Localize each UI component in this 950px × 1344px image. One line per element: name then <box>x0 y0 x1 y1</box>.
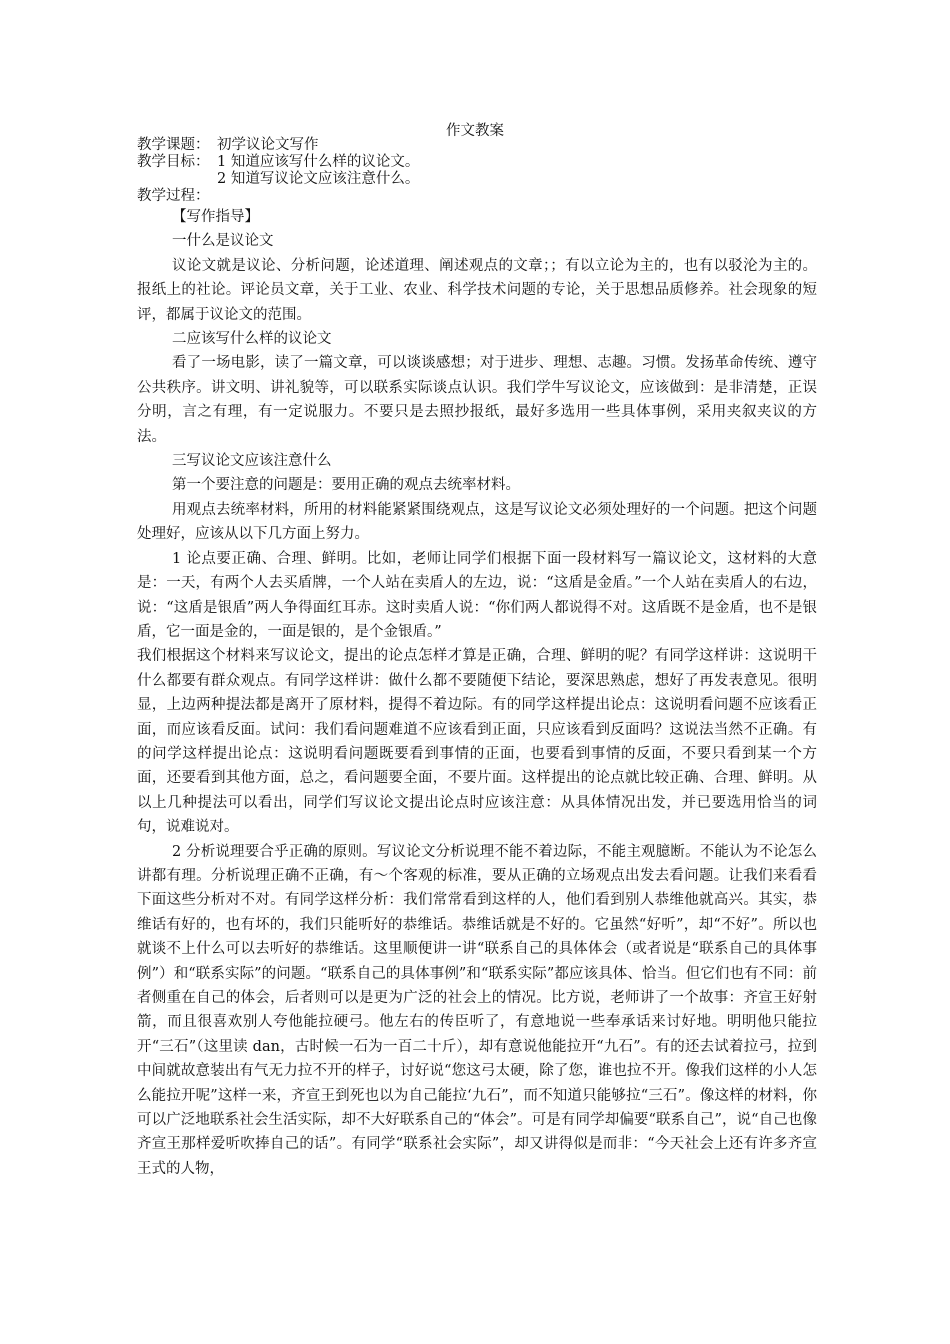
heading-what-is-argumentative: 一什么是议论文 <box>172 233 274 250</box>
goal-2: 2 知道写议论文应该注意什么。 <box>217 171 420 187</box>
paragraph-first-issue: 第一个要注意的问题是：要用正确的观点去统率材料。 <box>172 477 520 494</box>
document-title: 作文教案 <box>446 123 504 139</box>
course-value: 初学议论文写作 <box>217 137 319 153</box>
heading-attention: 三写议论文应该注意什么 <box>172 453 332 470</box>
paragraph-definition: 议论文就是议论、分析问题，论述道理、阐述观点的文章；；有以立论为主的，也有以驳沦为主的。报纸上的社论。评论员文章，关于工业、农业、科学技术问题的专论，关于思想品质修养。社会现象的短评，都属于议论文的范围。 <box>137 257 817 323</box>
course-label: 教学课题： <box>137 137 210 153</box>
paragraph-point-1: 1 论点要正确、合理、鲜明。比如，老师让同学们根据下面一段材料写一篇议论文，这材料的大意是：一天，有两个人去买盾牌，一个人站在卖盾人的左边，说：“这盾是金盾。”一个人站在卖盾人的右边，说：“这盾是银盾”两人争得面红耳赤。这时卖盾人说：“你们两人都说得不对。这盾既不是金盾，也不是银盾，它一面是金的，一面是银的，是个金银盾。” <box>137 550 817 640</box>
section-writing-guide: 【写作指导】 <box>172 209 259 225</box>
course-line <box>137 137 319 154</box>
paragraph-analysis: 我们根据这个材料来写议论文，提出的论点怎样才算是正确，合理、鲜明的呢？有同学这样讲：这说明干什么都要有群众观点。有同学这样讲：做什么都不要随便下结论，要深思熟虑，想好了再发表意见。很明显，上边两种提法都是离开了原材料，提得不着边际。有的同学这样提出论点：这说明看问题不应该看正面，而应该看反面。试问：我们看问题难道不应该看到正面，只应该看到反面吗？这说法当然不正确。有的问学这样提出论点：这说明看问题既要看到事情的正面，也要看到事情的反面，不要只看到某一个方面，还要看到其他方面，总之，看问题要全面，不要片面。这样提出的论点就比较正确、合理、鲜明。从以上几种提法可以看出，同学们写议论文提出论点时应该注意：从具体情况出发，并已要选用恰当的词句，说难说对。 <box>137 648 817 836</box>
goal-line <box>137 154 419 171</box>
goal-label: 教学目标： <box>137 154 210 170</box>
paragraph-point-2: 2 分析说理要合乎正确的原则。写议论文分析说理不能不着边际，不能主观臆断。不能认为不论怎么讲都有理。分析说理正确不正确，有～个客观的标准，要从正确的立场观点出发去看问题。让我们来看看下面这些分析对不对。有同学这样分析：我们常常看到这样的人，他们看到别人恭维他就高兴。其实，恭维话有好的，也有坏的，我们只能听好的恭维话。恭维话就是不好的。它虽然“好听”，却“不好”。所以也就谈不上什么可以去听好的恭维话。这里顺便讲一讲“联系自己的具体体会（或者说是“联系自己的具体事例”）和“联系实际”的问题。“联系自己的具体事例”和“联系实际”都应该具体、恰当。但它们也有不同：前者侧重在自己的体会，后者则可以是更为广泛的社会上的情况。比方说，老师讲了一个故事：齐宣王好射箭，而且很喜欢别人夸他能拉硬弓。他左右的传臣听了，有意地说一些奉承话来讨好地。明明他只能拉开“三石”（这里读 dan，古时候一石为一百二十斤），却有意说他能拉开“九石”。有的还去试着拉弓，拉到中间就故意装出有气无力拉不开的样子，讨好说“您这弓太硬，除了您，谁也拉不开。像我们这样的小人怎么能拉开呢”这样一来，齐宣王到死也以为自己能拉‘九石”，而不知道只能够拉“三石”。像这样的材料，你可以广泛地联系社会生活实际，却不大好联系自己的“体会”。可是有同学却偏要“联系自己”，说“自己也像齐宣王那样爱听吹捧自己的话”。有同学“联系社会实际”，却又讲得似是而非：“今天社会上还有许多齐宣王式的人物， <box>137 843 817 1177</box>
paragraph-what-to-write: 看了一场电影，读了一篇文章，可以谈谈感想；对于进步、理想、志趣。习惯。发扬革命传统、遵守公共秩序。讲文明、讲礼貌等，可以联系实际谈点认识。我们学牛写议论文，应该做到：是非清楚，正误分明，言之有理，有一定说服力。不要只是去照抄报纸，最好多选用一些具体事例，采用夹叙夹议的方法。 <box>137 355 817 445</box>
goal-1: 1 知道应该写什么样的议论文。 <box>217 154 420 170</box>
paragraph-viewpoint: 用观点去统率材料，所用的材料能紧紧围绕观点，这是写议论文必须处理好的一个问题。把这个问题处理好，应该从以下几方面上努力。 <box>137 501 817 543</box>
heading-what-to-write: 二应该写什么样的议论文 <box>172 331 332 348</box>
document-body <box>137 205 817 1181</box>
process-label: 教学过程： <box>137 188 210 204</box>
